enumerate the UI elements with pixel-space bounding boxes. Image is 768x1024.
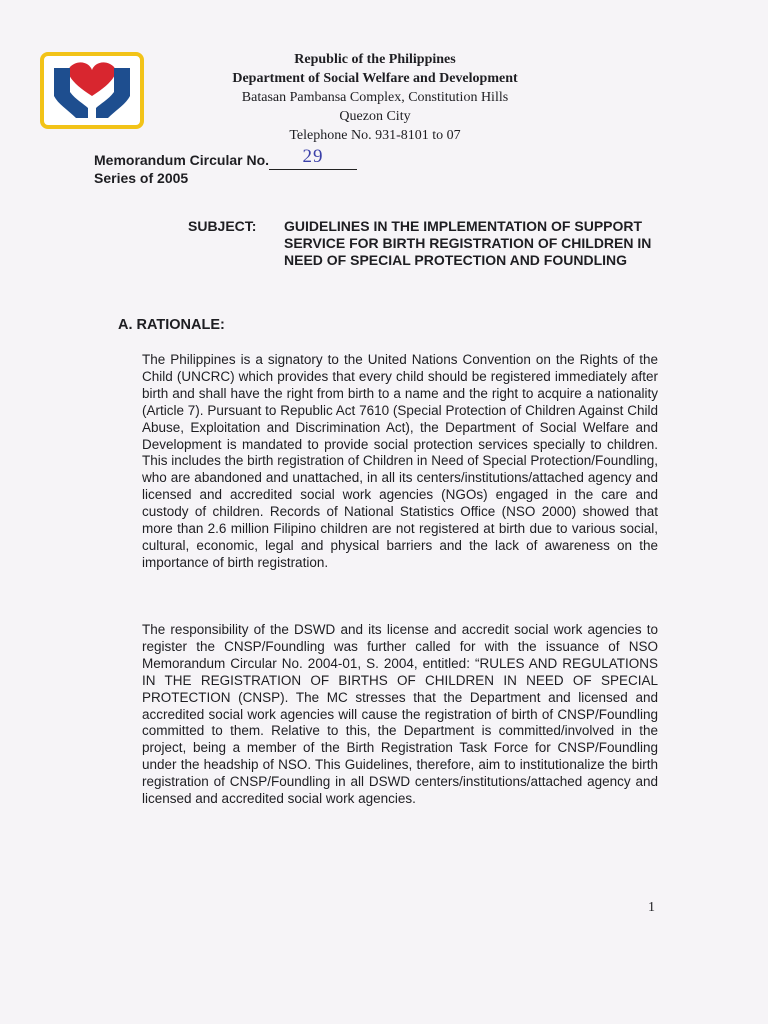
header-department: Department of Social Welfare and Development [232,71,518,86]
subject-label: SUBJECT: [188,218,257,234]
header-address: Batasan Pambansa Complex, Constitution Hills [241,90,509,105]
paragraph-rationale-1: The Philippines is a signatory to the United Nations Convention on the Rights of the Child (UNCRC) which provides that every child should be registered immediately after birth and shall have the right from birth to a name and the right to acquire a nationality (Article 7). Pursuant to Republic Act 7610 (Special Protection of Children Against Child Abuse, Exploitation and Discrimination Act), the Department of Social Welfare and Development is mandated to provide social protection services specially to children. This includes the birth registration of Children in Need of Special Protection/Foundling, who are abandoned and unattached, in all its centers/institutions/attached agency and licensed and accredited social work agencies (NGOs) engaged in the care and custody of children. Records of National Statistics Office (NSO 2000) showed that more than 2.6 million Filipino children are not registered at birth due to various social, cultural, economic, legal and physical barriers and the lack of awareness on the importance of birth registration. [142,352,658,570]
memo-number: 29 [302,146,324,167]
subject-text: GUIDELINES IN THE IMPLEMENTATION OF SUPPORT SERVICE FOR BIRTH REGISTRATION OF CHILDREN IN NEED OF SPECIAL PROTECTION AND FOUNDLING [284,218,652,268]
memo-series: Series of 2005 [94,170,189,186]
page-number: 1 [648,900,655,915]
subject-block [188,218,664,269]
header-telephone: Telephone No. 931-8101 to 07 [289,128,461,143]
memo-label: Memorandum Circular No. [94,152,270,168]
section-heading: A. RATIONALE: [118,317,225,333]
paragraph-rationale-2: The responsibility of the DSWD and its license and accredit social work agencies to register the CNSP/Foundling was further called for with the issuance of NSO Memorandum Circular No. 2004-01, S. 2004, entitled: “RULES AND REGULATIONS IN THE REGISTRATION OF BIRTHS OF CHILDREN IN NEED OF SPECIAL PROTECTION (CNSP). The MC stresses that the Department and licensed and accredited social work agencies will cause the registration of birth of CNSP/Foundling committed to them. Relative to this, the Department is committed/involved in the project, being a member of the Birth Registration Task Force for CNSP/Foundling under the headship of NSO. This Guidelines, therefore, aim to institutionalize the birth registration of CNSP/Foundling in all DSWD centers/institutions/attached agency and licensed and accredited social work agencies. [142,622,658,807]
memo-block [94,146,357,187]
dswd-logo [40,52,144,129]
memo-number-line [269,146,357,170]
dswd-seal-icon [40,52,144,129]
header-city: Quezon City [339,109,411,124]
header-country: Republic of the Philippines [294,52,456,67]
letterhead [195,50,555,145]
